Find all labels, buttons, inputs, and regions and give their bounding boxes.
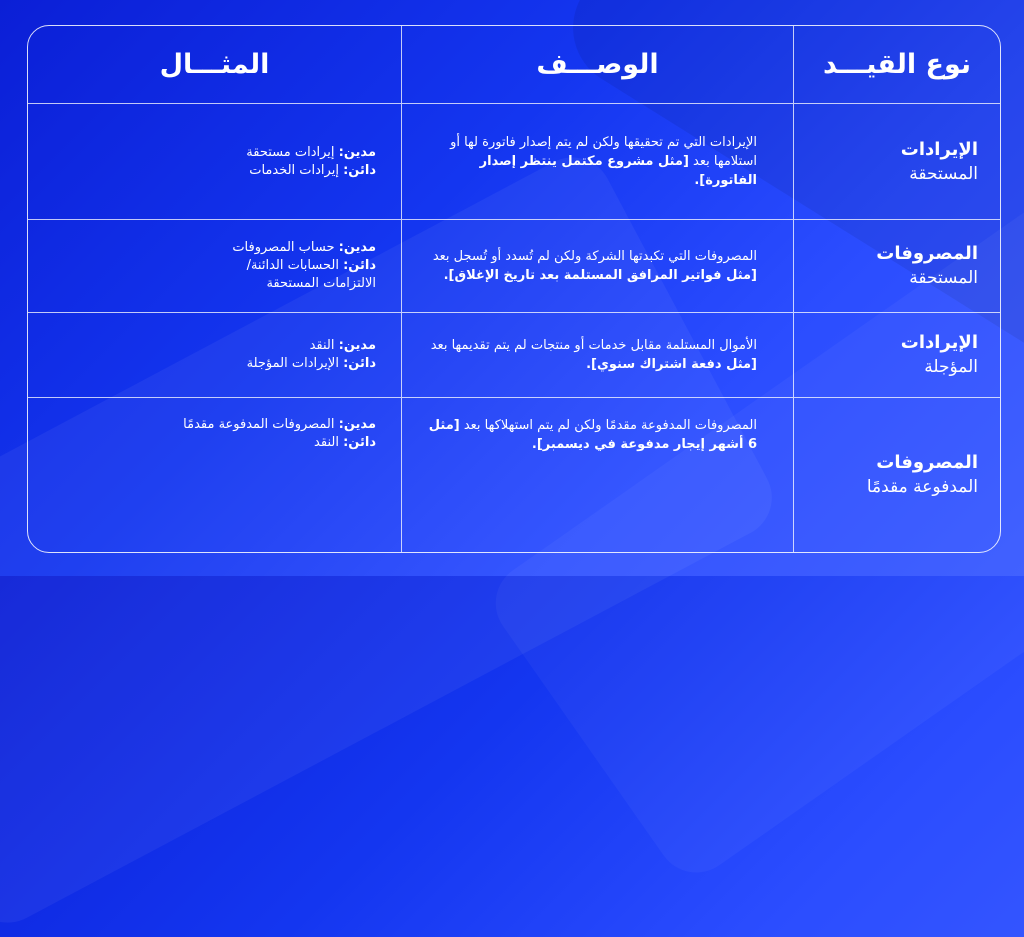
row-4-credit-label: دائن: <box>343 435 376 450</box>
row-1-description <box>401 104 793 220</box>
row-1-description-example: [مثل مشروع مكتمل ينتظر إصدار الفاتورة]. <box>479 154 757 188</box>
row-4-debit-account: المصروفات المدفوعة مقدمًا <box>183 417 335 432</box>
row-4-type-subtitle: المدفوعة مقدمًا <box>866 477 978 497</box>
row-1-credit-label: دائن: <box>343 162 376 178</box>
row-4-debit-label: مدين: <box>338 417 376 432</box>
row-1-credit-account: إيرادات الخدمات <box>249 162 339 178</box>
row-1-debit-account: إيرادات مستحقة <box>246 144 335 160</box>
row-1-type <box>793 104 1000 220</box>
row-1-type-subtitle: المستحقة <box>909 163 978 184</box>
header-description <box>401 26 793 104</box>
row-4-type-title: المصروفات <box>876 452 978 473</box>
row-2-type-subtitle: المستحقة <box>909 268 978 288</box>
row-1-debit-label: مدين: <box>338 144 376 160</box>
row-1-description-text: الإيرادات التي تم تحقيقها ولكن لم يتم إصدار فاتورة لها أو استلامها بعد <box>450 135 757 169</box>
row-4-description-example: [مثل 6 أشهر إيجار مدفوعة في ديسمبر]. <box>428 418 757 452</box>
row-2-debit-label: مدين: <box>338 240 376 255</box>
adjusting-entries-table <box>27 25 1001 553</box>
row-1-example <box>28 104 401 220</box>
row-3-type-subtitle: المؤجلة <box>924 357 978 377</box>
row-3-credit-label: دائن: <box>343 356 376 371</box>
header-example <box>28 26 401 104</box>
header-description-label: الوصـــف <box>536 49 659 80</box>
row-2-description-text: المصروفات التي تكبدتها الشركة ولكن لم تُسدد أو تُسجل بعد <box>432 249 757 264</box>
row-4-type <box>793 398 1000 552</box>
row-2-credit-account: الحسابات الدائنة/ <box>246 258 339 273</box>
header-example-label: المثـــال <box>159 49 270 80</box>
row-3-type-title: الإيرادات <box>900 332 978 353</box>
row-2-credit-label: دائن: <box>343 258 376 273</box>
row-1-type-title: الإيرادات <box>900 138 978 160</box>
row-3-type <box>793 313 1000 398</box>
row-3-example <box>28 313 401 398</box>
row-3-debit-label: مدين: <box>338 338 376 353</box>
row-3-description <box>401 313 793 398</box>
row-4-example <box>28 398 401 552</box>
row-3-debit-account: النقد <box>309 338 335 353</box>
row-3-description-example: [مثل دفعة اشتراك سنوي]. <box>586 357 757 372</box>
row-3-description-text: الأموال المستلمة مقابل خدمات أو منتجات لم يتم تقديمها بعد <box>430 338 757 353</box>
row-2-debit-account: حساب المصروفات <box>232 240 335 255</box>
header-entry-type-label: نوع القيـــد <box>822 49 972 80</box>
row-2-credit-account-cont: الالتزامات المستحقة <box>266 276 376 291</box>
row-4-description-text: المصروفات المدفوعة مقدمًا ولكن لم يتم استهلاكها بعد <box>463 418 757 433</box>
row-2-type <box>793 220 1000 313</box>
row-4-description <box>401 398 793 552</box>
row-2-description-example: [مثل فواتير المرافق المستلمة بعد تاريخ الإغلاق]. <box>443 268 757 283</box>
row-2-type-title: المصروفات <box>876 243 978 264</box>
row-4-credit-account: النقد <box>314 435 339 450</box>
header-entry-type <box>793 26 1000 104</box>
row-3-credit-account: الإيرادات المؤجلة <box>246 356 339 371</box>
row-2-example <box>28 220 401 313</box>
row-2-description <box>401 220 793 313</box>
